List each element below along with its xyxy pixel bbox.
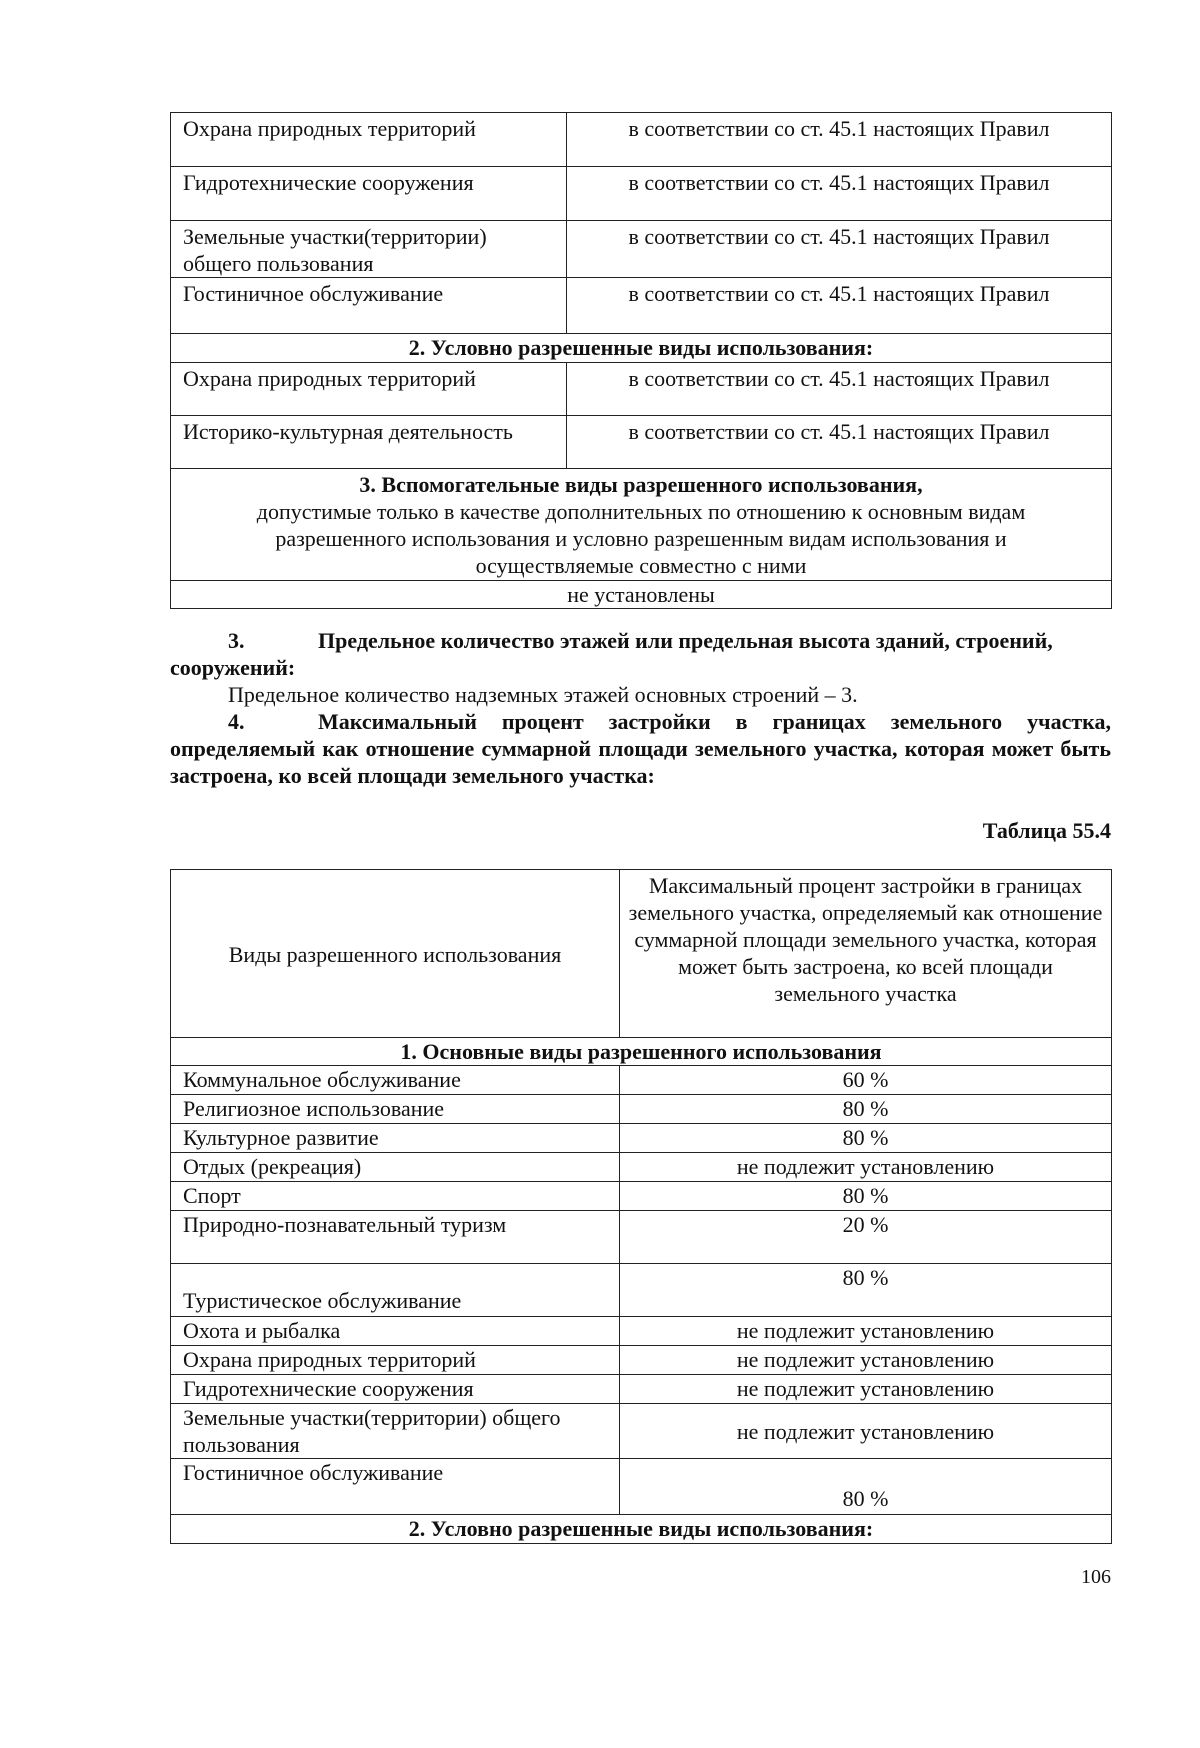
percentage-cell: не подлежит установлению [620,1375,1112,1404]
table-row [171,1153,1112,1182]
table-row [171,1182,1112,1211]
table-row [171,1095,1112,1124]
section-row [171,1515,1112,1544]
use-type-cell: Гидротехнические сооружения [171,167,567,221]
table-row [171,1346,1112,1375]
paragraph-number-spacer: 3. [228,628,245,653]
regulation-cell: в соответствии со ст. 45.1 настоящих Правил [567,221,1112,278]
paragraph-number: 4. [228,709,245,734]
header-row [171,870,1112,1038]
table-row [171,278,1112,334]
table-row [171,167,1112,221]
auxiliary-section-cell [171,469,1112,581]
table-row [171,1317,1112,1346]
section-description: допустимые только в качестве дополнительных по отношению к основным видам разрешенного использования и условно разрешенным видам использования и осуществляемые совместно с ними [256,499,1026,578]
percentage-cell: 80 % [620,1182,1112,1211]
section-title: 2. Условно разрешенные виды использования: [171,334,1112,363]
column-header-use-type: Виды разрешенного использования [171,870,620,1038]
regulation-cell: в соответствии со ст. 45.1 настоящих Правил [567,113,1112,167]
auxiliary-value-cell: не установлены [171,581,1112,609]
percentage-cell: 60 % [620,1066,1112,1095]
table-row [171,113,1112,167]
percentage-cell: не подлежит установлению [620,1317,1112,1346]
percentage-cell: 80 % [620,1095,1112,1124]
paragraph-heading-text: Предельное количество этажей или предельная высота зданий, строений, сооружений: [170,628,1053,680]
page-number: 106 [1081,1566,1111,1588]
use-type-cell: Земельные участки(территории) общего пользования [171,221,567,278]
paragraph-3-text: Предельное количество надземных этажей основных строений – 3. [228,682,858,707]
percentage-cell: не подлежит установлению [620,1153,1112,1182]
table-row [171,1375,1112,1404]
table-row [171,221,1112,278]
section-title: 1. Основные виды разрешенного использования [171,1038,1112,1066]
table-row [171,581,1112,609]
percentage-cell: 80 % [620,1264,1112,1317]
regulation-cell: в соответствии со ст. 45.1 настоящих Правил [567,167,1112,221]
section-row [171,334,1112,363]
use-type-cell: Религиозное использование [171,1095,620,1124]
table-row [171,363,1112,416]
table-row [171,1459,1112,1515]
use-type-cell: Историко-культурная деятельность [171,416,567,469]
paragraph-3-heading [170,627,1111,681]
use-type-cell: Коммунальное обслуживание [171,1066,620,1095]
use-type-cell: Культурное развитие [171,1124,620,1153]
table-caption: Таблица 55.4 [982,818,1111,843]
section-title: 2. Условно разрешенные виды использования: [171,1515,1112,1544]
table-row [171,1066,1112,1095]
section-row [171,1038,1112,1066]
regulation-cell: в соответствии со ст. 45.1 настоящих Правил [567,363,1112,416]
column-header-percentage: Максимальный процент застройки в границах земельного участка, определяемый как отношение суммарной площади земельного участка, которая может быть застроена, ко всей площади земельного участка [620,870,1112,1038]
percentage-cell: 20 % [620,1211,1112,1264]
regulations-table-continued [170,112,1112,609]
use-type-cell: Охрана природных территорий [171,363,567,416]
table-row [171,416,1112,469]
building-percentage-table [170,869,1112,1544]
use-type-cell: Спорт [171,1182,620,1211]
use-type-cell: Гостиничное обслуживание [171,1459,620,1515]
paragraph-4-heading [170,708,1111,789]
table-row [171,1124,1112,1153]
regulation-cell: в соответствии со ст. 45.1 настоящих Правил [567,416,1112,469]
use-type-cell: Природно-познавательный туризм [171,1211,620,1264]
table-row [171,1211,1112,1264]
percentage-cell: не подлежит установлению [620,1404,1112,1459]
percentage-cell: не подлежит установлению [620,1346,1112,1375]
table-row [171,1264,1112,1317]
percentage-cell: 80 % [620,1459,1112,1515]
use-type-cell: Гидротехнические сооружения [171,1375,620,1404]
use-type-cell: Охрана природных территорий [171,113,567,167]
section-title: 3. Вспомогательные виды разрешенного использования, [359,472,923,497]
use-type-cell: Отдых (рекреация) [171,1153,620,1182]
regulation-cell: в соответствии со ст. 45.1 настоящих Правил [567,278,1112,334]
percentage-cell: 80 % [620,1124,1112,1153]
table-row [171,1404,1112,1459]
use-type-cell: Гостиничное обслуживание [171,278,567,334]
use-type-cell: Земельные участки(территории) общего пользования [171,1404,620,1459]
use-type-cell: Туристическое обслуживание [171,1264,620,1317]
section-row [171,469,1112,581]
use-type-cell: Охота и рыбалка [171,1317,620,1346]
use-type-cell: Охрана природных территорий [171,1346,620,1375]
paragraph-heading-text: Максимальный процент застройки в границах земельного участка, определяемый как отношение суммарной площади земельного участка, которая может быть застроена, ко всей площади земельного участка: [170,709,1111,788]
